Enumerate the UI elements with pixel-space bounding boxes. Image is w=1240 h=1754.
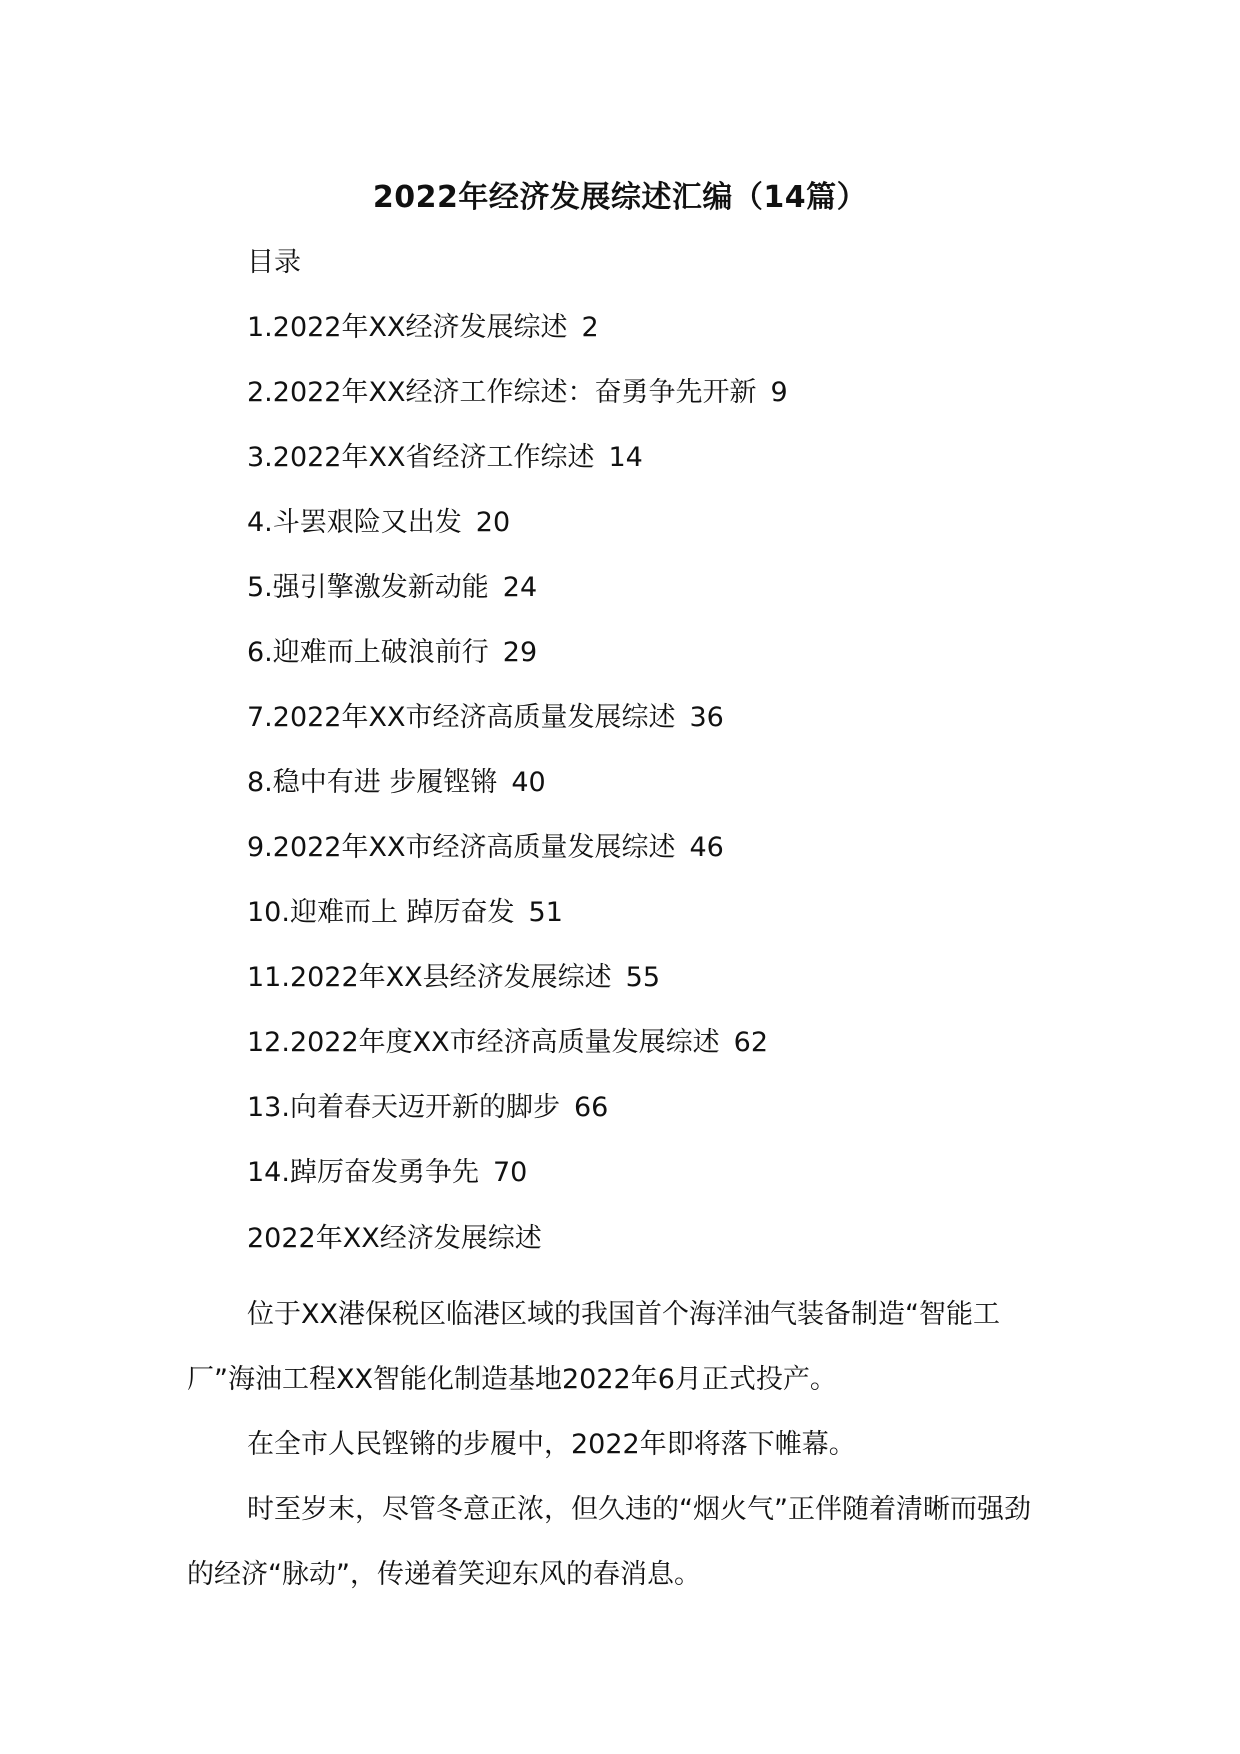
toc-item-title: 10.迎难而上 踔厉奋发 bbox=[247, 897, 515, 928]
toc-item-page: 24 bbox=[502, 572, 538, 603]
toc-item[interactable] bbox=[247, 566, 1067, 631]
toc-item-page: 40 bbox=[511, 767, 546, 798]
toc-item[interactable] bbox=[247, 306, 1067, 371]
toc-item-page: 36 bbox=[689, 702, 724, 733]
toc-item-page: 70 bbox=[492, 1157, 528, 1188]
toc-item-title: 1.2022年XX经济发展综述 bbox=[247, 312, 568, 343]
toc-item[interactable] bbox=[247, 1021, 1067, 1086]
toc-heading: 目录 bbox=[247, 247, 301, 278]
toc-item-title: 13.向着春天迈开新的脚步 bbox=[247, 1092, 560, 1123]
toc-item-title: 12.2022年度XX市经济高质量发展综述 bbox=[247, 1027, 720, 1058]
body-paragraph: 在全市人民铿锵的步履中，2022年即将落下帷幕。 bbox=[247, 1429, 856, 1460]
toc-item[interactable] bbox=[247, 696, 1067, 761]
toc-item-page: 46 bbox=[689, 832, 724, 863]
toc-item[interactable] bbox=[247, 1151, 1067, 1216]
toc-item-title: 5.强引擎激发新动能 bbox=[247, 572, 489, 603]
toc-item-title: 14.踔厉奋发勇争先 bbox=[247, 1157, 479, 1188]
toc-item-page: 2 bbox=[581, 312, 599, 343]
toc-item-title: 8.稳中有进 步履铿锵 bbox=[247, 767, 498, 798]
toc-item-title: 7.2022年XX市经济高质量发展综述 bbox=[247, 702, 676, 733]
body-paragraph: 时至岁末，尽管冬意正浓，但久违的“烟火气”正伴随着清晰而强劲的经济“脉动”，传递着笑迎东风的春消息。 bbox=[187, 1494, 1031, 1590]
toc-item[interactable] bbox=[247, 956, 1067, 1021]
document-body bbox=[187, 1217, 1057, 1607]
toc-item-page: 55 bbox=[625, 962, 661, 993]
toc-item[interactable] bbox=[247, 891, 1067, 956]
toc-item[interactable] bbox=[247, 501, 1067, 566]
toc-item[interactable] bbox=[247, 826, 1067, 891]
toc-item-page: 51 bbox=[528, 897, 563, 928]
toc-item[interactable] bbox=[247, 631, 1067, 696]
toc-item-page: 66 bbox=[573, 1092, 609, 1123]
toc-item-page: 9 bbox=[770, 377, 788, 408]
table-of-contents bbox=[247, 241, 1067, 1216]
toc-item-title: 6.迎难而上破浪前行 bbox=[247, 637, 489, 668]
section-title: 2022年XX经济发展综述 bbox=[247, 1223, 542, 1254]
toc-item-page: 29 bbox=[502, 637, 538, 668]
toc-item-page: 20 bbox=[475, 507, 511, 538]
toc-item-page: 14 bbox=[608, 442, 643, 473]
toc-item-page: 62 bbox=[733, 1027, 769, 1058]
toc-item[interactable] bbox=[247, 1086, 1067, 1151]
toc-item[interactable] bbox=[247, 371, 1067, 436]
document-title: 2022年经济发展综述汇编（14篇） bbox=[372, 180, 868, 215]
toc-item[interactable] bbox=[247, 436, 1067, 501]
toc-item[interactable] bbox=[247, 761, 1067, 826]
toc-item-title: 4.斗罢艰险又出发 bbox=[247, 507, 462, 538]
toc-item-title: 11.2022年XX县经济发展综述 bbox=[247, 962, 612, 993]
body-paragraph: 位于XX港保税区临港区域的我国首个海洋油气装备制造“智能工厂”海油工程XX智能化制造基地2022年6月正式投产。 bbox=[187, 1299, 1000, 1395]
toc-item-title: 9.2022年XX市经济高质量发展综述 bbox=[247, 832, 676, 863]
toc-item-title: 2.2022年XX经济工作综述：奋勇争先开新 bbox=[247, 377, 757, 408]
toc-item-title: 3.2022年XX省经济工作综述 bbox=[247, 442, 595, 473]
